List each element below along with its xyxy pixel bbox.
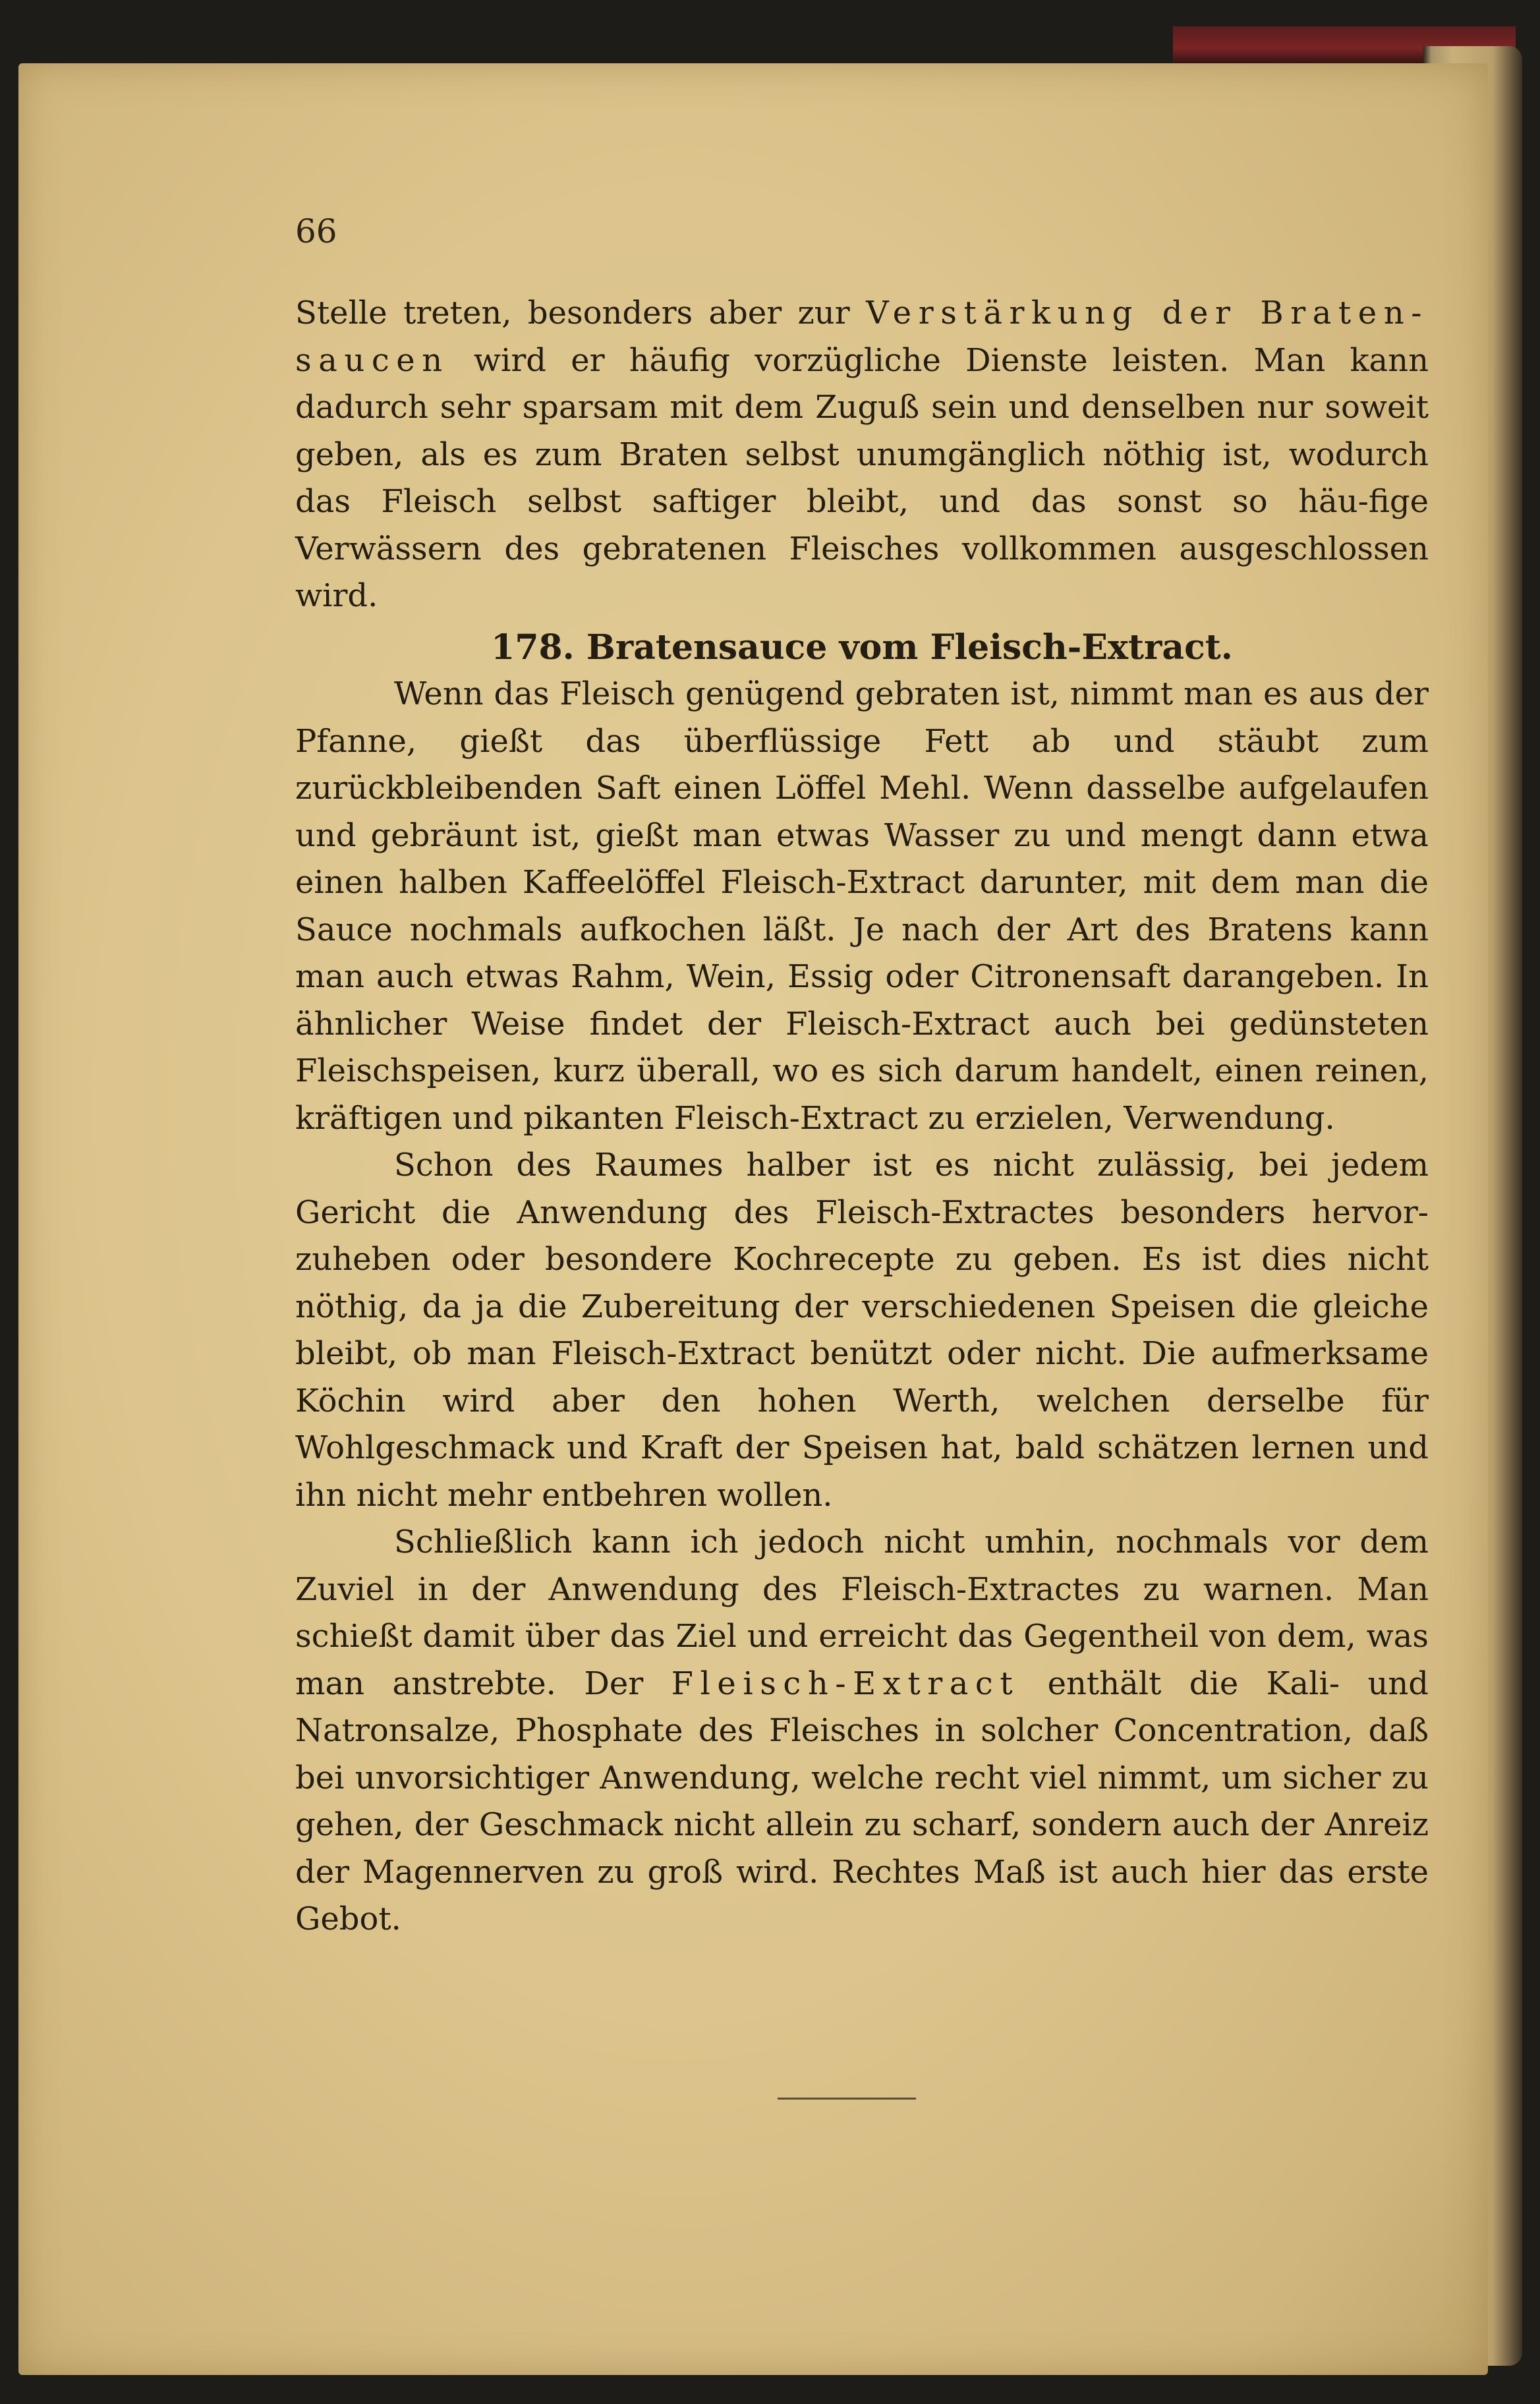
- page-body: [295, 290, 1429, 1943]
- section-divider: [778, 2098, 916, 2100]
- paragraph-3-text-end: enthält die Kali- und Natronsalze, Phosphate des Fleisches in solcher Concentration, daß bei unvorsichtiger Anwendung, welche recht viel nimmt, um sicher zu gehen, der Geschmack nicht allein zu scharf, sondern auch der Anreiz der Magennerven zu groß wird. Rechtes Maß ist auch hier das erste Gebot.: [295, 1665, 1429, 1937]
- intro-text-end: wird er häufig vorzügliche Dienste leisten. Man kann dadurch sehr sparsam mit dem Zuguß sein und denselben nur soweit geben, als es zum Braten selbst unumgänglich nöthig ist, wodurch das Fleisch selbst saftiger bleibt, und das sonst so häu-fige Verwässern des gebratenen Fleisches vollkommen ausgeschlossen wird.: [295, 341, 1429, 614]
- intro-text-start: Stelle treten, besonders aber zur: [295, 295, 866, 331]
- intro-paragraph: [295, 290, 1429, 620]
- recipe-paragraph-2: Schon des Raumes halber ist es nicht zulässig, bei jedem Gericht die Anwendung des Fleisch-Extractes besonders hervor-zuheben oder besondere Kochrecepte zu geben. Es ist dies nicht nöthig, da ja die Zubereitung der verschiedenen Speisen die gleiche bleibt, ob man Fleisch-Extract benützt oder nicht. Die aufmerksame Köchin wird aber den hohen Werth, welchen derselbe für Wohlgeschmack und Kraft der Speisen hat, bald schätzen lernen und ihn nicht mehr entbehren wollen.: [295, 1147, 1429, 1514]
- page-number: 66: [295, 212, 337, 250]
- intro-spaced-term: Verstärkung der Braten-saucen: [295, 295, 1429, 379]
- recipe-paragraph-1: Wenn das Fleisch genügend gebraten ist, nimmt man es aus der Pfanne, gießt das überflüssige Fett ab und stäubt zum zurückbleibenden Saft einen Löffel Mehl. Wenn dasselbe aufgelaufen und gebräunt ist, gießt man etwas Wasser zu und mengt dann etwa einen halben Kaffeelöffel Fleisch-Extract darunter, mit dem man die Sauce nochmals aufkochen läßt. Je nach der Art des Bratens kann man auch etwas Rahm, Wein, Essig oder Citronensaft darangeben. In ähnlicher Weise findet der Fleisch-Extract auch bei gedünsteten Fleischspeisen, kurz überall, wo es sich darum handelt, einen reinen, kräftigen und pikanten Fleisch-Extract zu erzielen, Verwendung.: [295, 675, 1429, 1137]
- paragraph-3-spaced-term: Fleisch-Extract: [671, 1665, 1020, 1702]
- recipe-heading: 178. Bratensauce vom Fleisch-Extract.: [491, 627, 1233, 668]
- paragraph-3-text-start: Schließlich kann ich jedoch nicht umhin, nochmals vor dem Zuviel in der Anwendung des Fleisch-Extractes zu warnen. Man schießt damit über das Ziel und erreicht das Gegentheil von dem, was man anstrebte. Der: [295, 1524, 1429, 1702]
- recipe-paragraph-3: [295, 1519, 1429, 1943]
